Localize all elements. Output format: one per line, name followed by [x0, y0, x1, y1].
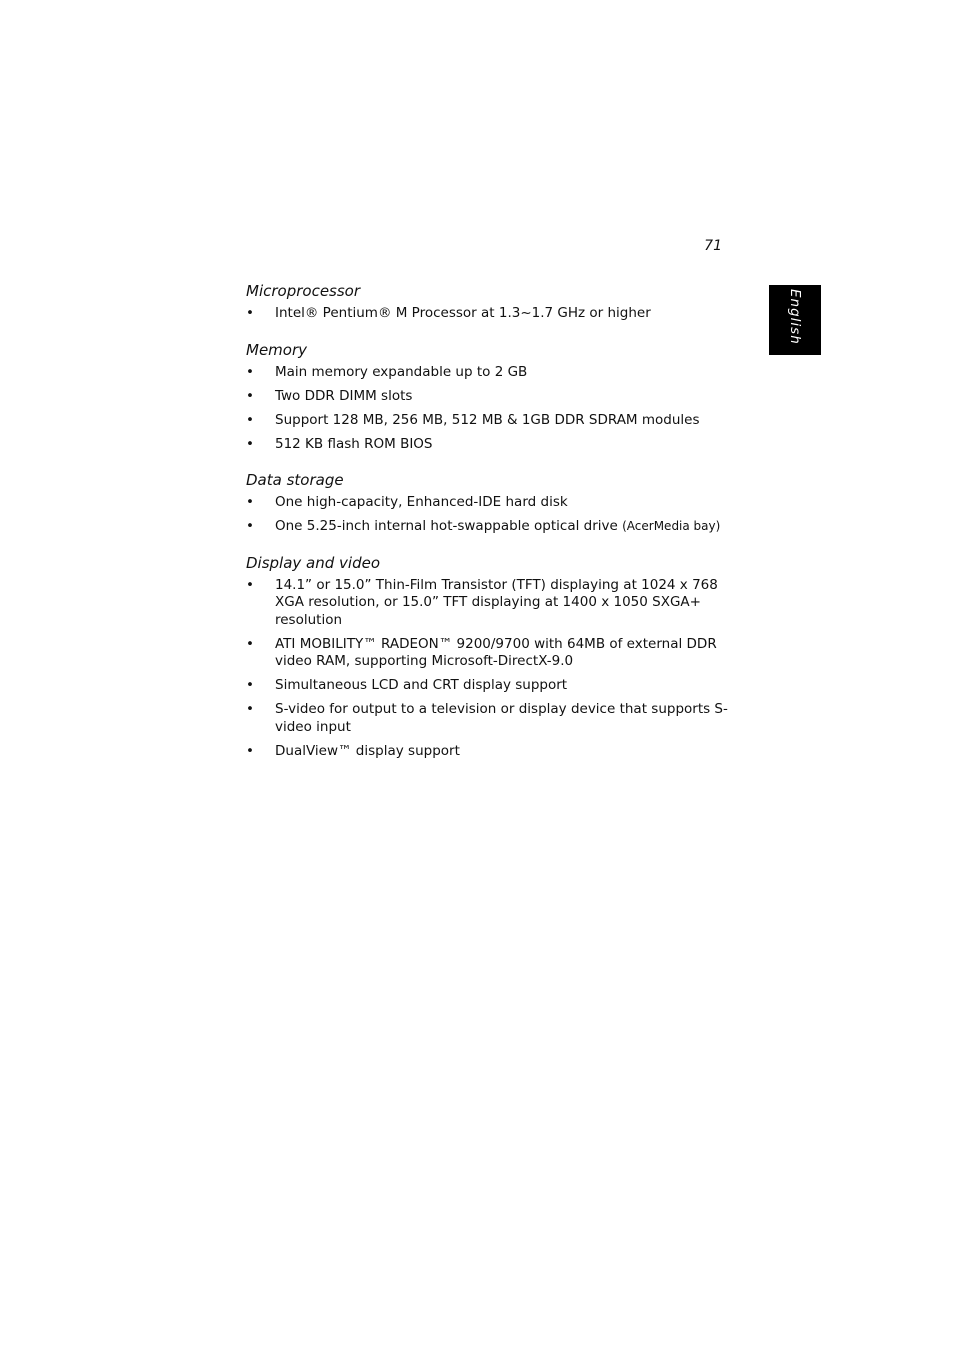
list-item-text: 14.1” or 15.0” Thin-Film Transistor (TFT) displaying at 1024 x 768 XGA resolution, or 15.0” TFT displaying at 1400 x 1050 SXGA+ resolution	[275, 576, 718, 628]
bullet-icon: •	[246, 411, 254, 428]
bullet-icon: •	[246, 677, 254, 693]
page-number: 71	[704, 238, 722, 254]
list-item-text: Intel® Pentium® M Processor at 1.3~1.7 GHz or higher	[275, 305, 651, 321]
bullet-icon: •	[246, 435, 254, 452]
list-item	[246, 677, 732, 695]
list-item	[246, 636, 732, 671]
section-data-storage	[246, 470, 732, 536]
bullet-icon: •	[246, 576, 254, 593]
list-item	[246, 364, 732, 382]
list-item	[246, 412, 732, 430]
list-item-text: Main memory expandable up to 2 GB	[275, 363, 528, 380]
list-item	[246, 518, 732, 536]
list-item-text: 512 KB flash ROM BIOS	[275, 435, 433, 452]
bullet-icon: •	[246, 387, 254, 404]
list-item	[246, 388, 732, 406]
list-item	[246, 436, 732, 454]
section-memory	[246, 340, 732, 454]
list-item-aside: (AcerMedia bay)	[622, 519, 721, 533]
list-item	[246, 701, 732, 736]
section-heading: Display and video	[246, 553, 381, 572]
section-heading: Memory	[246, 340, 308, 359]
bullet-icon: •	[246, 742, 254, 759]
section-display-and-video	[246, 553, 732, 761]
bullet-list	[246, 494, 732, 536]
list-item	[246, 577, 732, 630]
section-heading: Data storage	[246, 471, 344, 489]
list-item-text: One 5.25-inch internal hot-swappable optical drive	[275, 518, 618, 534]
list-item	[246, 305, 732, 323]
bullet-icon: •	[246, 305, 254, 321]
bullet-list	[246, 305, 732, 323]
list-item	[246, 743, 732, 761]
bullet-icon: •	[246, 701, 254, 717]
section-heading: Microprocessor	[246, 282, 361, 300]
list-item-text: ATI MOBILITY™ RADEON™ 9200/9700 with 64MB of external DDR video RAM, supporting Microsoft-DirectX-9.0	[275, 635, 717, 669]
bullet-icon: •	[246, 518, 254, 534]
list-item	[246, 494, 732, 512]
bullet-icon: •	[246, 363, 254, 380]
bullet-icon: •	[246, 635, 254, 652]
list-item-text: DualView™ display support	[275, 742, 460, 759]
bullet-list	[246, 364, 732, 454]
list-item-text: Simultaneous LCD and CRT display support	[275, 677, 568, 693]
section-microprocessor	[246, 281, 732, 323]
list-item-text: S-video for output to a television or display device that supports S-video input	[275, 701, 728, 735]
list-item-text: Support 128 MB, 256 MB, 512 MB & 1GB DDR SDRAM modules	[275, 411, 700, 428]
spec-content	[246, 281, 732, 760]
language-tab	[769, 285, 821, 355]
list-item-text: One high-capacity, Enhanced-IDE hard disk	[275, 494, 568, 510]
bullet-list	[246, 577, 732, 761]
list-item-text: Two DDR DIMM slots	[275, 387, 413, 404]
language-tab-label: English	[787, 289, 803, 345]
bullet-icon: •	[246, 494, 254, 510]
